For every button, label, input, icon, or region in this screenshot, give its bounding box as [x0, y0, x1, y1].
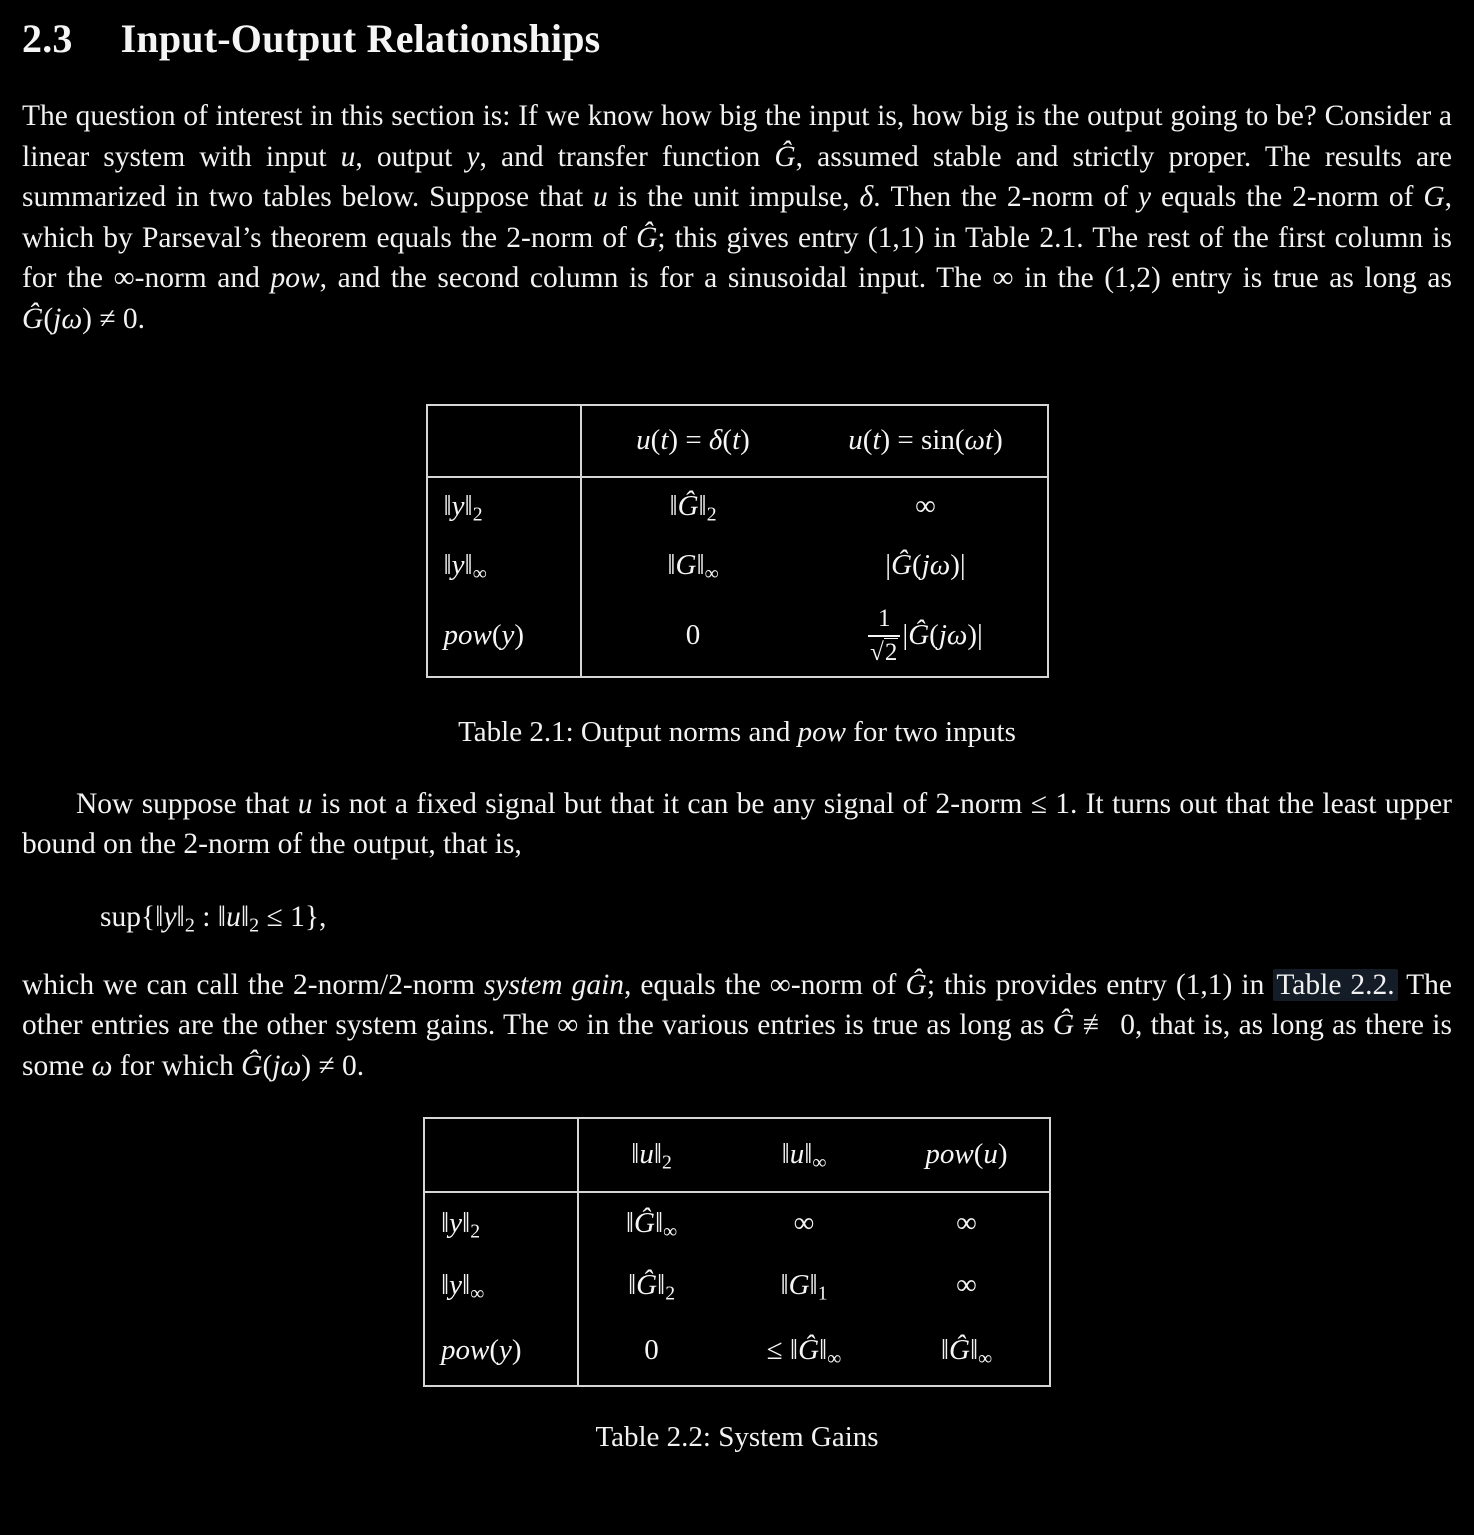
table-2-2-cell: $‖Ĝ‖_2$: [627, 1269, 676, 1305]
table-2-1-row-label: pow(y): [427, 596, 581, 677]
table-2-1-corner-cell: [427, 405, 581, 477]
table-2-2-cell: ∞: [956, 1269, 977, 1302]
paragraph-system-gain: which we can call the 2-norm/2-norm system gain, equals the ∞-norm of Ĝ; this provides entry (1,1) in Table 2.2. The other entries are the other system gains. The ∞ in the various entries is true as long as Ĝ ≢ 0, that is, as long as there is some ω for which Ĝ(jω) ≠ 0.: [22, 968, 1453, 1082]
table-2-2-cell: 0: [644, 1334, 659, 1367]
table-2-1-cell: |Ĝ(jω)|: [885, 549, 966, 582]
table-2-1: [426, 404, 1049, 678]
table-2-2-cell: $‖G‖_1$: [780, 1269, 828, 1305]
table-2-2-row-label: pow(y): [424, 1317, 578, 1386]
sup-norm-formula: $sup\{‖y‖_2$ : $‖u‖_2 \le 1$},: [100, 900, 327, 937]
table-2-2-col-header: $‖u‖_\infty$: [724, 1118, 884, 1192]
table-2-2-row-label: $‖y‖_\infty$: [424, 1255, 578, 1317]
table-2-1-cell: ∞: [915, 490, 936, 523]
section-number: 2.3: [22, 16, 73, 61]
table-2-2-col-header: pow(u): [884, 1118, 1050, 1192]
table-2-1-row-label: $‖y‖_2$: [427, 477, 581, 536]
table-2-1-col-header: u(t) = sin(ωt): [805, 405, 1048, 477]
table-2-2-col-header: $‖u‖_2$: [578, 1118, 724, 1192]
table-2-1-cell: 0: [685, 619, 701, 652]
table-2-1-cell: $‖G‖_\infty$: [667, 549, 719, 585]
table-2-2-cell: ∞: [956, 1207, 977, 1240]
table-2-2-caption: Table 2.2: System Gains: [595, 1420, 879, 1453]
table-2-2-cell: $‖Ĝ‖_\infty$: [940, 1334, 993, 1370]
table-2-2-cell: ∞: [793, 1207, 815, 1240]
table-2-2-corner-cell: [424, 1118, 578, 1192]
paragraph-now-suppose: Now suppose that u is not a fixed signal but that it can be any signal of 2-norm ≤ 1. It turns out that the least upper bound on the 2-norm of the output, that is,: [22, 787, 1452, 861]
table-2-1-col-header: u(t) = δ(t): [581, 405, 805, 477]
table-2-1-cell: $‖Ĝ‖_2$: [669, 490, 717, 526]
section-heading: [22, 16, 1452, 62]
table-2-2: [423, 1117, 1051, 1387]
table-2-2-cell: $‖Ĝ‖_\infty$: [625, 1207, 678, 1243]
section-title: Input-Output Relationships: [120, 16, 601, 61]
table-2-2-row-label: $‖y‖_2$: [424, 1192, 578, 1255]
document-page: [0, 16, 1474, 1535]
table-2-2-cell: ≤ $‖Ĝ‖_\infty$: [766, 1334, 842, 1370]
table-2-1-cell: $\frac{1}{√2}$ |Ĝ(jω)|: [870, 605, 983, 667]
table-2-1-caption: Table 2.1: Output norms and pow for two inputs: [458, 715, 1016, 748]
paragraph-intro: The question of interest in this section is: If we know how big the input is, how big is the output going to be? Consider a linear system with input u, output y, and transfer function Ĝ, assumed stable and strictly proper. The results are summarized in two tables below. Suppose that u is the unit impulse, δ. Then the 2-norm of y equals the 2-norm of G, which by Parseval’s theorem equals the 2-norm of Ĝ; this gives entry (1,1) in Table 2.1. The rest of the first column is for the ∞-norm and pow, and the second column is for a sinusoidal input. The ∞ in the (1,2) entry is true as long as Ĝ(jω) ≠ 0.: [22, 100, 1453, 335]
table-2-2-crossref-link[interactable]: Table 2.2.: [1273, 969, 1397, 1001]
table-2-1-row-label: $‖y‖_\infty$: [427, 536, 581, 596]
